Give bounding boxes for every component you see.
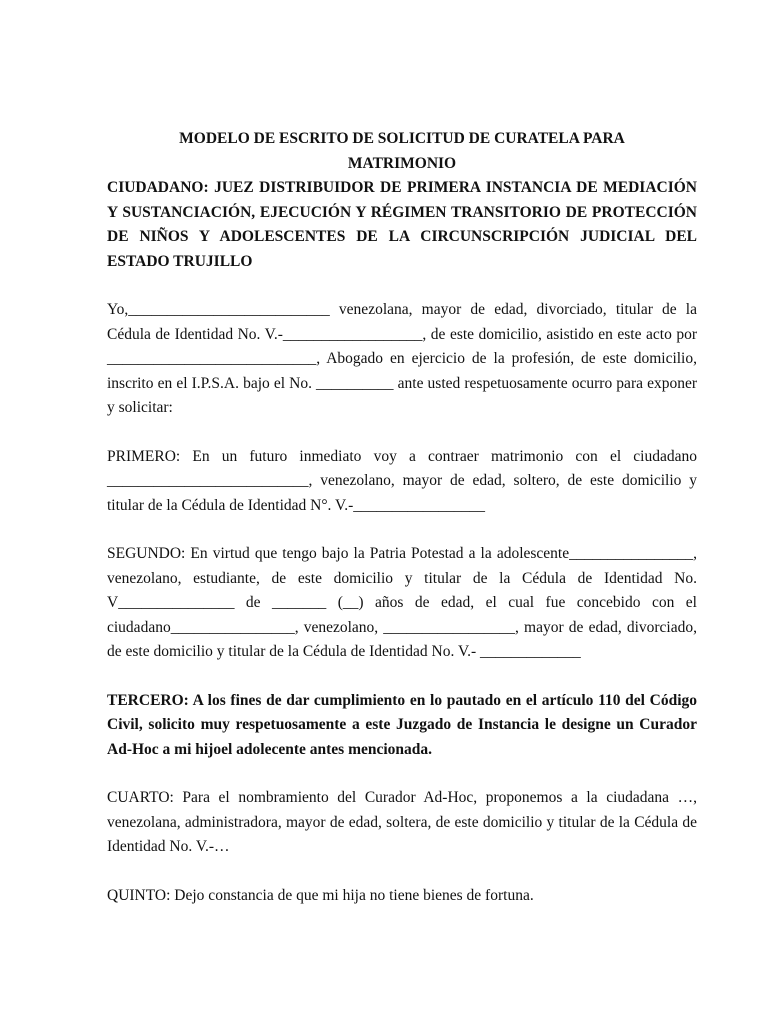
paragraph-spacer [107, 860, 697, 884]
paragraph-spacer [107, 665, 697, 689]
addressee-paragraph: CIUDADANO: JUEZ DISTRIBUIDOR DE PRIMERA INSTANCIA DE MEDIACIÓN Y SUSTANCIACIÓN, EJECUCIÓN Y RÉGIMEN TRANSITORIO DE PROTECCIÓN DE NIÑOS Y ADOLESCENTES DE LA CIRCUNSCRIPCIÓN JUDICIAL DEL ESTADO TRUJILLO [107, 179, 697, 270]
paragraph-spacer [107, 421, 697, 445]
document-title-line-1: MODELO DE ESCRITO DE SOLICITUD DE CURATELA PARA [179, 130, 625, 147]
paragraph-spacer [107, 518, 697, 542]
intro-paragraph: Yo,__________________________ venezolana, mayor de edad, divorciado, titular de la Cédula de Identidad No. V.-__________________, de este domicilio, asistido en este acto por ___________________________, Abogado en ejercicio de la profesión, de este domicilio, inscrito en el I.P.S.A. bajo el No. __________ ante usted respetuosamente ocurro para exponer y solicitar: [107, 301, 697, 416]
document-body [107, 126, 697, 908]
primero-paragraph: PRIMERO: En un futuro inmediato voy a contraer matrimonio con el ciudadano __________________________, venezolano, mayor de edad, soltero, de este domicilio y titular de la Cédula de Identidad N°. V.-_________________ [107, 447, 697, 514]
quinto-paragraph: QUINTO: Dejo constancia de que mi hija no tiene bienes de fortuna. [107, 886, 534, 904]
paragraph-spacer [107, 274, 697, 298]
tercero-paragraph: TERCERO: A los fines de dar cumplimiento en lo pautado en el artículo 110 del Código Civil, solicito muy respetuosamente a este Juzgado de Instancia le designe un Curador Ad-Hoc a mi hijoel adolecente antes mencionada. [107, 691, 697, 758]
segundo-paragraph: SEGUNDO: En virtud que tengo bajo la Patria Potestad a la adolescente________________, venezolano, estudiante, de este domicilio y titular de la Cédula de Identidad No. V_______________ de _______ (__) años de edad, el cual fue concebido con el ciudadano________________, venezolano, _________________, mayor de edad, divorciado, de este domicilio y titular de la Cédula de Identidad No. V.- _____________ [107, 545, 697, 660]
document-title-line-2: MATRIMONIO [347, 155, 457, 172]
cuarto-paragraph: CUARTO: Para el nombramiento del Curador Ad-Hoc, proponemos a la ciudadana …, venezolana, administradora, mayor de edad, soltera, de este domicilio y titular de la Cédula de Identidad No. V.-… [107, 789, 697, 855]
paragraph-spacer [107, 762, 697, 786]
